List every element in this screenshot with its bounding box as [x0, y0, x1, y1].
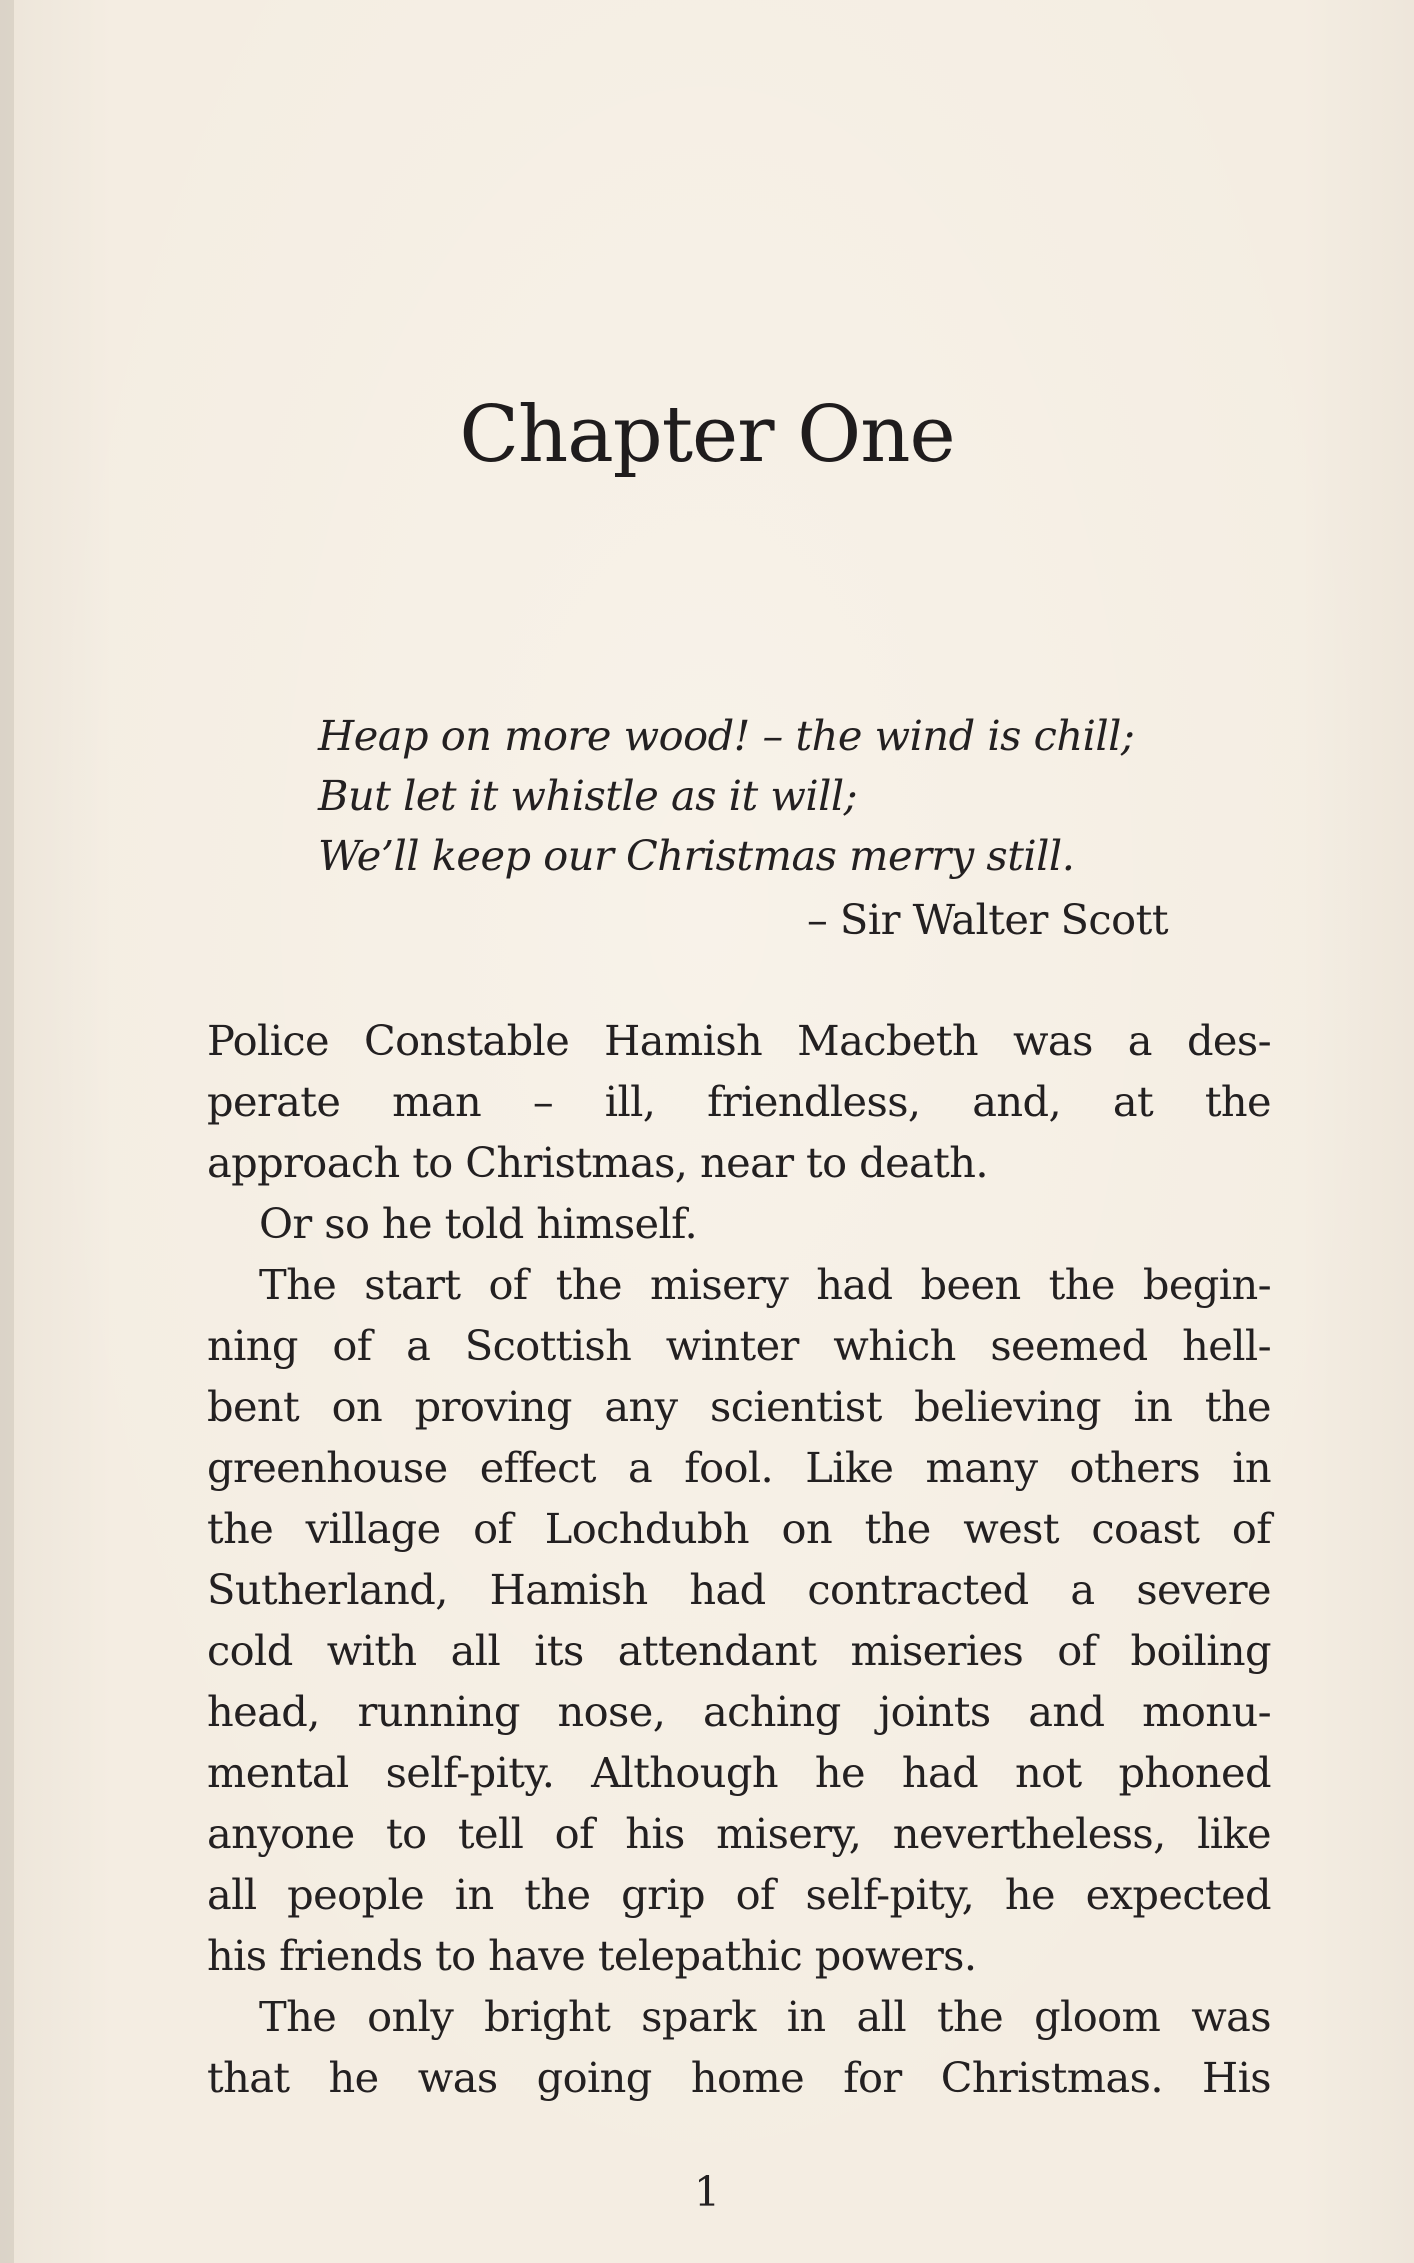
- body-line: Police Constable Hamish Macbeth was a des-: [207, 1016, 1271, 1065]
- epigraph-attribution: – Sir Walter Scott: [806, 895, 1168, 944]
- body-line: head, running nose, aching joints and monu-: [207, 1687, 1271, 1736]
- epigraph: [318, 706, 1174, 886]
- body-line: greenhouse effect a fool. Like many others in: [207, 1443, 1271, 1492]
- epigraph-line: We’ll keep our Christmas merry still.: [318, 831, 1075, 880]
- page-edge-shadow: [0, 0, 14, 2263]
- body-line: The only bright spark in all the gloom was: [259, 1992, 1271, 2041]
- body-line: ning of a Scottish winter which seemed hell-: [207, 1321, 1271, 1370]
- body-line: all people in the grip of self-pity, he expected: [207, 1870, 1271, 1919]
- body-line: anyone to tell of his misery, nevertheless, like: [207, 1809, 1271, 1858]
- body-line: perate man – ill, friendless, and, at the: [207, 1077, 1271, 1126]
- body-line: Sutherland, Hamish had contracted a severe: [207, 1565, 1271, 1614]
- body-line: Or so he told himself.: [259, 1199, 698, 1248]
- epigraph-line: But let it whistle as it will;: [318, 771, 858, 820]
- body-text: [207, 1010, 1271, 2108]
- body-line: approach to Christmas, near to death.: [207, 1138, 988, 1187]
- body-line: The start of the misery had been the begin-: [259, 1260, 1271, 1309]
- page-number: 1: [693, 2168, 721, 2216]
- body-line: that he was going home for Christmas. His: [207, 2053, 1271, 2102]
- body-line: bent on proving any scientist believing in the: [207, 1382, 1271, 1431]
- epigraph-line: Heap on more wood! – the wind is chill;: [318, 711, 1135, 760]
- body-line: his friends to have telepathic powers.: [207, 1931, 977, 1980]
- chapter-title: Chapter One: [459, 390, 955, 480]
- body-line: mental self-pity. Although he had not phoned: [207, 1748, 1271, 1797]
- body-line: the village of Lochdubh on the west coast of: [207, 1504, 1271, 1553]
- body-line: cold with all its attendant miseries of boiling: [207, 1626, 1271, 1675]
